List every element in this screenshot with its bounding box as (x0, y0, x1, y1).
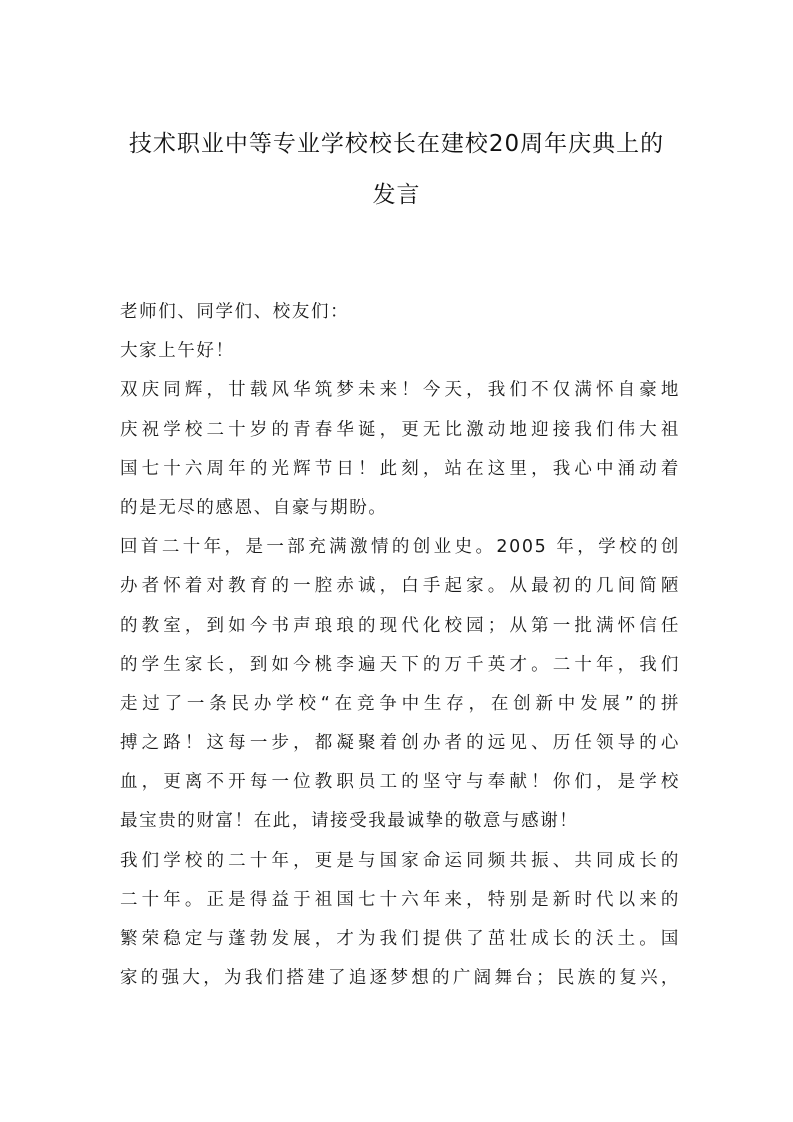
text-line: 双庆同辉，廿载风华筑梦未来！今天，我们不仅满怀自豪地 (120, 380, 680, 401)
document-title-line-2: 发言 (372, 182, 421, 208)
text-line: 办者怀着对教育的一腔赤诚，白手起家。从最初的几间简陋 (120, 576, 680, 597)
text-line: 庆祝学校二十岁的青春华诞，更无比激动地迎接我们伟大祖 (120, 419, 680, 440)
text-line: 搏之路！这每一步，都凝聚着创办者的远见、历任领导的心 (120, 733, 680, 754)
text-line: 老师们、同学们、校友们： (120, 302, 350, 322)
text-line: 国七十六周年的光辉节日！此刻，站在这里，我心中涌动着 (120, 458, 680, 479)
text-line: 我们学校的二十年，更是与国家命运同频共振、共同成长的 (120, 850, 680, 871)
text-line: 走过了一条民办学校“在竞争中生存，在创新中发展”的拼 (120, 693, 680, 714)
text-line: 的学生家长，到如今桃李遍天下的万千英才。二十年，我们 (120, 654, 680, 675)
text-line: 家的强大，为我们搭建了追逐梦想的广阔舞台；民族的复兴， (120, 968, 680, 989)
document-title-line-1: 技术职业中等专业学校校长在建校20周年庆典上的 (128, 131, 665, 157)
text-line: 回首二十年，是一部充满激情的创业史。2005 年，学校的创 (120, 537, 680, 558)
speech-body (120, 293, 680, 998)
text-line: 血，更离不开每一位教职员工的坚守与奉献！你们，是学校 (120, 772, 680, 793)
text-line: 的是无尽的感恩、自豪与期盼。 (120, 497, 388, 518)
text-line: 最宝贵的财富！在此，请接受我最诚挚的敬意与感谢！ (120, 811, 579, 832)
text-line: 的教室，到如今书声琅琅的现代化校园；从第一批满怀信任 (120, 615, 680, 636)
text-line: 二十年。正是得益于祖国七十六年来，特别是新时代以来的 (120, 889, 680, 910)
text-line: 大家上午好！ (120, 341, 235, 362)
text-line: 繁荣稳定与蓬勃发展，才为我们提供了茁壮成长的沃土。国 (120, 929, 680, 949)
